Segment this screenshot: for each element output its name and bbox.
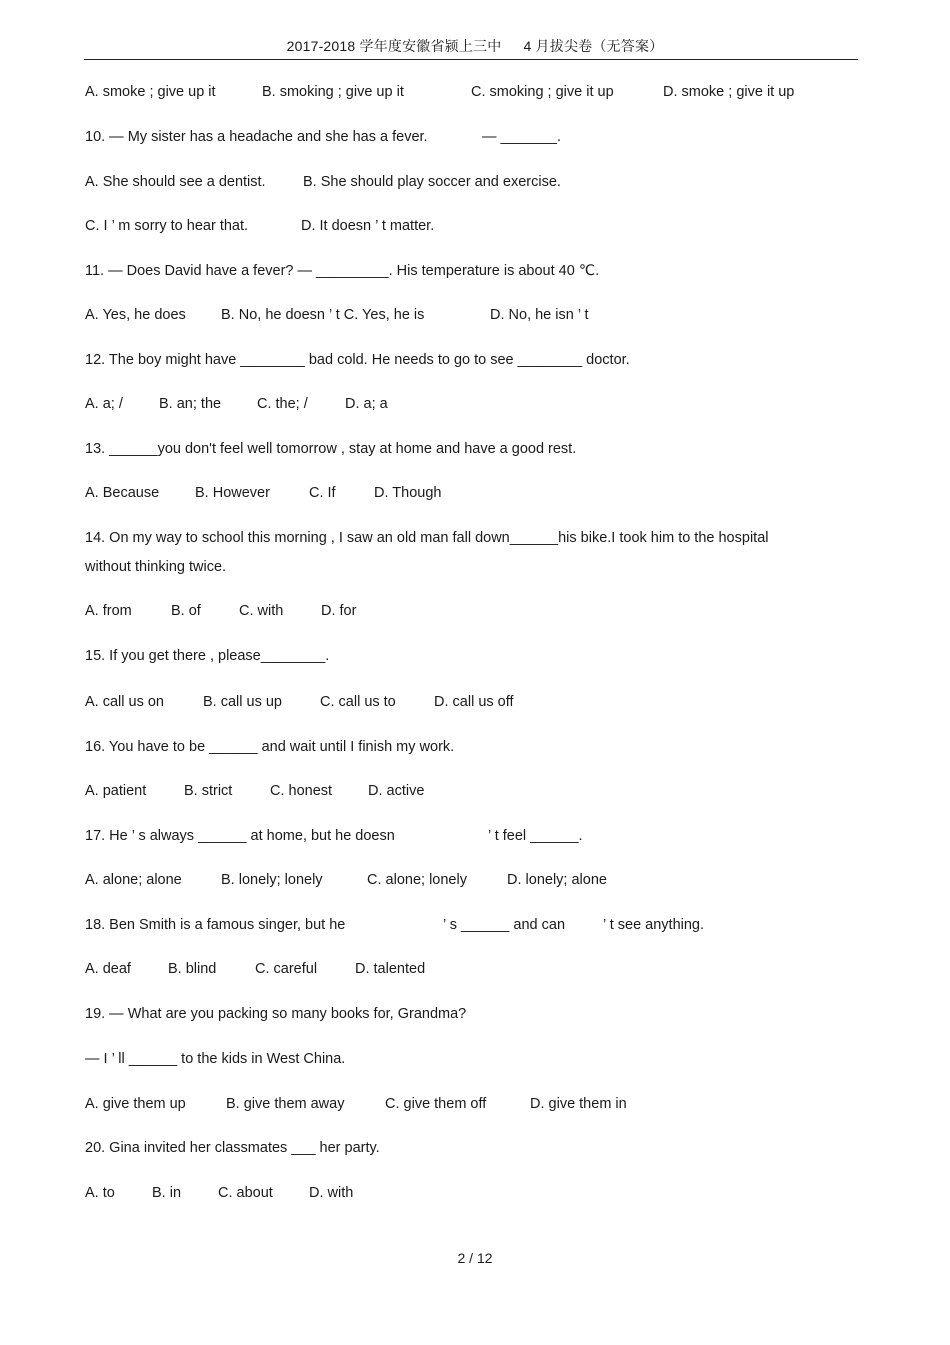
question-9-options <box>85 83 794 101</box>
option-a: A. call us on <box>85 694 164 710</box>
option-d: D. active <box>368 783 425 799</box>
question-18 <box>85 916 704 934</box>
question-11 <box>85 262 599 280</box>
question-text-continued: without thinking twice. <box>85 559 227 575</box>
option-d: D. No, he isn ’ t <box>490 307 589 323</box>
option-d: D. for <box>321 603 357 619</box>
option-d: D. smoke ; give it up <box>663 84 795 100</box>
question-text: 16. You have to be ______ and wait until I finish my work. <box>85 739 455 755</box>
header-title-part2: 4 月拔尖卷（无答案） <box>523 38 664 54</box>
question-17-options <box>85 871 607 889</box>
option-c: C. give them off <box>385 1096 487 1112</box>
option-d: D. with <box>309 1185 354 1201</box>
question-16-options <box>85 782 424 800</box>
option-c: C. alone; lonely <box>367 872 467 888</box>
page-header <box>0 36 950 56</box>
option-b: B. give them away <box>226 1096 345 1112</box>
question-text: 20. Gina invited her classmates ___ her party. <box>85 1140 380 1156</box>
header-divider <box>84 59 858 60</box>
question-text-end: ’ t see anything. <box>603 917 705 933</box>
option-b: B. She should play soccer and exercise. <box>303 174 561 190</box>
question-19 <box>85 1005 466 1023</box>
option-b: B. call us up <box>203 694 282 710</box>
option-a: A. Yes, he does <box>85 307 186 323</box>
option-a: A. deaf <box>85 961 131 977</box>
question-text: 12. The boy might have ________ bad cold. He needs to go to see ________ doctor. <box>85 352 630 368</box>
option-b-c: B. No, he doesn ’ t C. Yes, he is <box>221 307 425 323</box>
question-17 <box>85 827 583 845</box>
question-text: 17. He ’ s always ______ at home, but he doesn <box>85 828 395 844</box>
option-b: B. strict <box>184 783 233 799</box>
option-c: C. call us to <box>320 694 396 710</box>
question-11-options <box>85 306 589 324</box>
option-b: B. an; the <box>159 396 222 412</box>
question-18-options <box>85 960 425 978</box>
question-15 <box>85 647 329 665</box>
question-14-continued <box>85 558 226 576</box>
option-b: B. of <box>171 603 201 619</box>
question-15-options <box>85 693 514 711</box>
option-c: C. I ’ m sorry to hear that. <box>85 218 249 234</box>
option-a: A. alone; alone <box>85 872 182 888</box>
option-b: B. lonely; lonely <box>221 872 323 888</box>
option-a: A. She should see a dentist. <box>85 174 266 190</box>
option-d: D. Though <box>374 485 442 501</box>
question-19-response <box>85 1050 345 1068</box>
question-20-options <box>85 1184 353 1202</box>
question-text: 19. — What are you packing so many books for, Grandma? <box>85 1006 467 1022</box>
option-b: B. However <box>195 485 270 501</box>
question-12-options <box>85 395 388 413</box>
question-20 <box>85 1139 380 1157</box>
option-c: C. smoking ; give it up <box>471 84 614 100</box>
question-text: 11. — Does David have a fever? — _________. His temperature is about 40 ℃. <box>85 263 600 279</box>
question-text: 14. On my way to school this morning , I saw an old man fall down______his bike.I took him to the hospital <box>85 530 769 546</box>
response-text: — I ’ ll ______ to the kids in West China. <box>85 1051 346 1067</box>
question-10 <box>85 128 561 146</box>
question-10-options-ab <box>85 173 561 191</box>
option-d: D. lonely; alone <box>507 872 607 888</box>
question-text: 13. ______you don't feel well tomorrow , stay at home and have a good rest. <box>85 441 577 457</box>
option-b: B. blind <box>168 961 217 977</box>
option-c: C. about <box>218 1185 273 1201</box>
question-text: 10. — My sister has a headache and she has a fever. <box>85 129 428 145</box>
option-c: C. with <box>239 603 284 619</box>
option-a: A. give them up <box>85 1096 186 1112</box>
option-a: A. Because <box>85 485 160 501</box>
option-b: B. smoking ; give up it <box>262 84 404 100</box>
option-c: C. If <box>309 485 336 501</box>
question-14-options <box>85 602 356 620</box>
header-title-part1: 2017-2018 学年度安徽省颍上三中 <box>286 38 502 54</box>
question-text-end: ’ t feel ______. <box>488 828 583 844</box>
option-d: D. call us off <box>434 694 514 710</box>
question-13 <box>85 440 576 458</box>
question-text: 18. Ben Smith is a famous singer, but he <box>85 917 346 933</box>
question-text: 15. If you get there , please________. <box>85 648 330 664</box>
option-a: A. from <box>85 603 132 619</box>
page-number: 2 / 12 <box>457 1250 493 1266</box>
option-a: A. to <box>85 1185 115 1201</box>
option-b: B. in <box>152 1185 182 1201</box>
question-13-options <box>85 484 441 502</box>
question-12 <box>85 351 630 369</box>
option-c: C. honest <box>270 783 333 799</box>
option-a: A. a; / <box>85 396 123 412</box>
question-10-options-cd <box>85 217 434 235</box>
option-c: C. careful <box>255 961 318 977</box>
option-d: D. a; a <box>345 396 388 412</box>
option-d: D. It doesn ’ t matter. <box>301 218 435 234</box>
question-16 <box>85 738 454 756</box>
option-c: C. the; / <box>257 396 308 412</box>
question-14 <box>85 529 768 547</box>
question-19-options <box>85 1095 627 1113</box>
option-d: D. give them in <box>530 1096 627 1112</box>
answer-blank: — _______. <box>482 129 562 145</box>
question-text-middle: ’ s ______ and can <box>443 917 566 933</box>
option-a: A. patient <box>85 783 147 799</box>
option-d: D. talented <box>355 961 426 977</box>
option-a: A. smoke ; give up it <box>85 84 216 100</box>
